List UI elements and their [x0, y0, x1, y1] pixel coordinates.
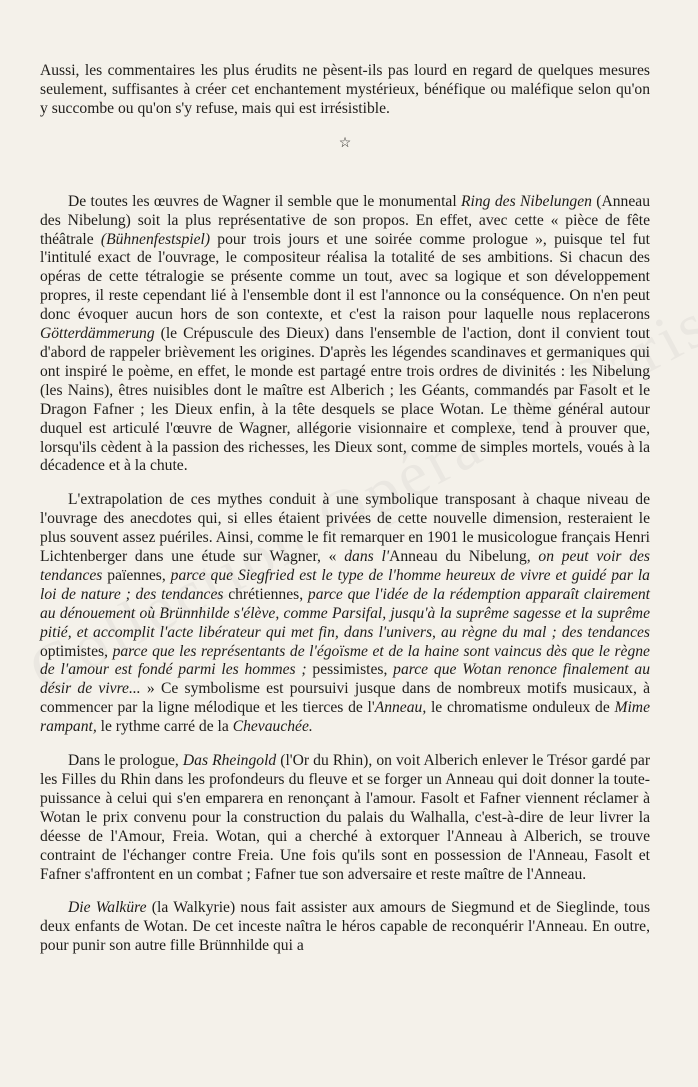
paragraph-walkure [40, 899, 650, 956]
text-run: (Anneau des Nibelung) soit la plus représentative de son propos. En effet, avec cette « pièce de fête théâtrale [40, 192, 650, 248]
star-separator: ☆ [338, 135, 352, 151]
text-run: De toutes les œuvres de Wagner il semble que le monumental [68, 192, 462, 210]
text-run: Ring des Nibelungen [461, 192, 592, 210]
text-run: optimistes, [40, 642, 113, 660]
paragraph-intro [40, 62, 650, 119]
text-run: païennes, [102, 566, 171, 584]
text-run: Götterdämmerung [40, 325, 155, 343]
paragraph-ring [40, 193, 650, 477]
text-run: parce que l'idée de la rédemption apparaît clairement au dénouement où Brünnhilde s'élève, comme Parsifal, jusqu'à la suprême sagesse et la suprême pitié, et accomplit l'acte libérateur qui met fin, dans l'univers, au règne du mal ; des tendances [40, 585, 650, 641]
text-run: Anneau, [374, 699, 427, 717]
text-run: Die Walküre [68, 899, 147, 917]
text-run: L'extrapolation de ces mythes conduit à une symbolique transposant à chaque niveau de l'ouvrage des anecdotes qui, si elles étaient privées de cette nouvelle dimension, resteraient le plus souvent assez puériles. Ainsi, comme le fit remarquer en 1901 le musicologue français Henri Lichtenberger dans une étude sur Wagner, « [40, 491, 650, 566]
text-run: pessimistes, [306, 661, 394, 679]
paragraph-rheingold [40, 752, 650, 884]
text-run: Chevauchée. [232, 718, 313, 736]
text-run: (le Crépuscule des Dieux) dans l'ensemble de l'action, dont il convient tout d'abord de rappeler brièvement les origines. D'après les légendes scandinaves et germaniques qui ont inspiré le poème, en effet, le monde est partagé entre trois ordres de divinités : les Nibelung (les Nains), êtres nuisibles dont le maître est Alberich ; les Géants, commandés par Fasolt et le Dragon Fafner ; les Dieux enfin, à la tête desquels se place Wotan. Le thème général autour duquel est articulé l'œuvre de Wagner, allégorie visionnaire et complexe, tend à prouver que, lorsqu'ils cèdent à la passion des richesses, les Dieux sont, comme de simples mortels, voués à la décadence et à la chute. [40, 325, 650, 475]
text-run: Mime rampant, [40, 699, 650, 736]
text-run: le rythme carré de la [96, 718, 233, 736]
text-run: (Bühnenfestspiel) [100, 230, 211, 248]
text-run: » Ce symbolisme est poursuivi jusque dans de nombreux motifs musicaux, à commencer par la ligne mélodique et les tierces de l' [40, 680, 651, 717]
text-run: (l'Or du Rhin), on voit Alberich enlever le Trésor gardé par les Filles du Rhin dans les profondeurs du fleuve et se forger un Anneau qui doit donner la toute-puissance à celui qui s'en emparera en renonçant à l'amour. Fasolt et Fafner viennent réclamer à Wotan le prix convenu pour la construction du palais du Walhalla, c'est-à-dire de leur livrer la déesse de l'Amour, Freia. Wotan, qui a cherché à extorquer l'Anneau à Alberich, se trouve contraint de l'échanger contre Freia. Une fois qu'ils sont en possession de l'Anneau, Fasolt et Fafner s'affrontent en un combat ; Fafner tue son adversaire et reste maître de l'Anneau. [40, 752, 651, 883]
paragraph-symbolism [40, 491, 650, 737]
text-run: (la Walkyrie) nous fait assister aux amours de Siegmund et de Sieglinde, tous deux enfants de Wotan. De cet inceste naîtra le héros capable de reconquérir l'Anneau. En outre, pour punir son autre fille Brünnhilde qui a [40, 899, 651, 955]
text-run: parce que Siegfried est le type de l'homme heureux de vivre et guidé par la loi de nature ; des tendances [40, 566, 650, 603]
text-run: on peut voir des tendances [40, 548, 651, 584]
text-run: le chromatisme onduleux de [426, 699, 615, 717]
text-run: Dans le prologue, [68, 752, 183, 770]
text-run: pour trois jours et une soirée comme prologue », puisque tel fut l'intitulé exact de l'ouvrage, le compositeur réalisa la totalité de ses ambitions. Si chacun des opéras de cette tétralogie se présente comme un tout, avec sa logique et son développement propres, il reste cependant lié à l'ensemble dont il est l'annonce ou la conséquence. On n'en peut donc évoquer aucun hors de son contexte, et c'est la raison pour laquelle nous replacerons [40, 230, 650, 324]
text-run: Das Rheingold [182, 752, 277, 770]
text-run: Aussi, les commentaires les plus érudits ne pèsent-ils pas lourd en regard de quelques mesures seulement, suffisantes à créer cet enchantement mystérieux, bénéfique ou maléfique selon qu'on y succombe ou qu'on s'y refuse, mais qui est irrésistible. [40, 62, 650, 117]
text-run: Anneau du Nibelung, [389, 548, 539, 566]
text-run: dans l' [344, 548, 390, 566]
text-run: parce que Wotan renonce finalement au désir de vivre... [40, 661, 650, 698]
text-run: parce que les représentants de l'égoïsme et de la haine sont vaincus dès que le règne de l'amour est fondé parmi les hommes ; [40, 642, 650, 679]
text-run: chrétiennes, [223, 585, 308, 603]
